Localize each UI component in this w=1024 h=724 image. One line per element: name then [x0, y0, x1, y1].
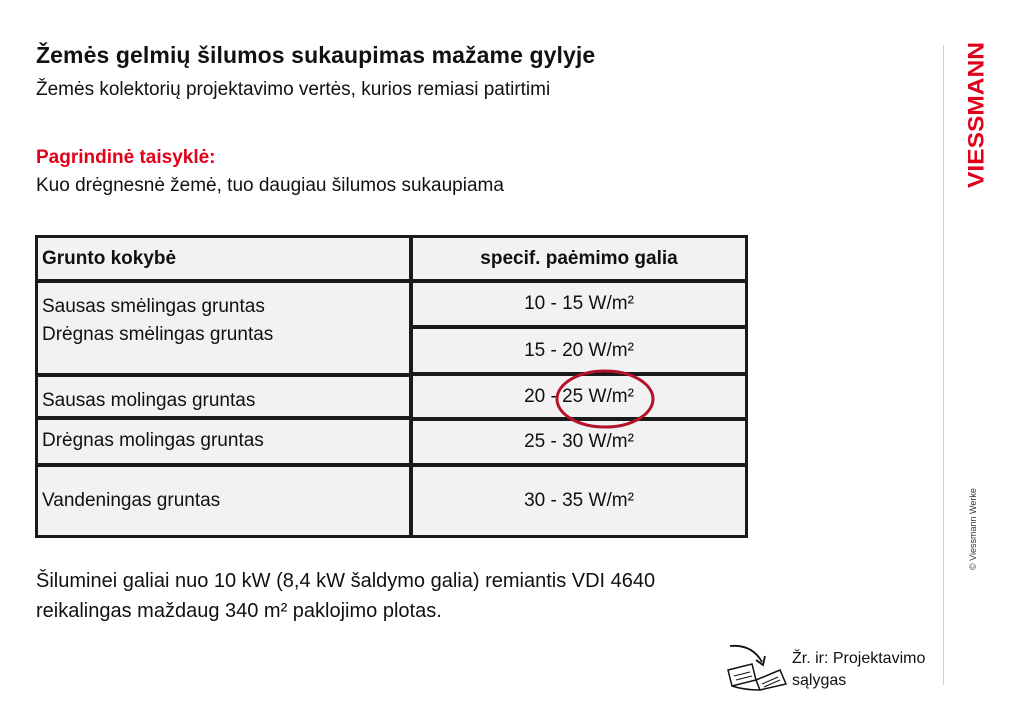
- soil-pair: [42, 296, 273, 346]
- see-also-line: Žr. ir: Projektavimo: [792, 650, 926, 667]
- see-also-reference[interactable]: [792, 648, 962, 692]
- power-value: 25 - 30 W/m²: [524, 431, 634, 452]
- highlight-circle: [553, 367, 657, 431]
- table-header-soil: [35, 235, 412, 282]
- power-value: 10 - 15 W/m²: [524, 293, 634, 314]
- table-cell-power: [410, 280, 748, 328]
- table-cell-soil: [35, 417, 412, 466]
- slide-subtitle: Žemės kolektorių projektavimo vertės, kurios remiasi patirtimi: [36, 79, 551, 100]
- vertical-divider: [943, 45, 944, 685]
- table-cell-soil: [35, 374, 412, 419]
- power-value: 20 - 25 W/m²: [524, 385, 634, 407]
- header-label: specif. paėmimo galia: [480, 247, 678, 269]
- note-line: Šiluminei galiai nuo 10 kW (8,4 kW šaldymo galia) remiantis VDI 4640: [36, 570, 656, 592]
- header-label: Grunto kokybė: [42, 247, 177, 269]
- see-also-line: sąlygas: [792, 672, 847, 689]
- rule-heading: Pagrindinė taisyklė:: [36, 147, 216, 168]
- book-arrow-icon: [722, 640, 790, 692]
- table-cell-soil: [35, 464, 412, 538]
- soil-type: Drėgnas molingas gruntas: [42, 430, 264, 451]
- copyright-text: © Viessmann Werke: [968, 488, 978, 570]
- soil-type: Sausas smėlingas gruntas: [42, 296, 265, 317]
- note-text: [36, 566, 655, 626]
- table-header-power: [410, 235, 748, 282]
- table-cell-power: [410, 464, 748, 538]
- soil-type: Vandeningas gruntas: [42, 490, 221, 511]
- power-value: 30 - 35 W/m²: [524, 490, 634, 511]
- rule-text: Kuo drėgnesnė žemė, tuo daugiau šilumos sukaupiama: [36, 175, 504, 196]
- note-line: reikalingas maždaug 340 m² paklojimo plotas.: [36, 600, 442, 622]
- power-value: 15 - 20 W/m²: [524, 339, 634, 361]
- soil-type: Sausas molingas gruntas: [42, 390, 256, 411]
- svg-text:VIESSMANN: VIESSMANN: [963, 57, 989, 188]
- slide-title: Žemės gelmių šilumos sukaupimas mažame gylyje: [36, 42, 596, 68]
- table-cell-soil: [35, 280, 412, 376]
- viessmann-logo: [956, 40, 996, 190]
- soil-type: Drėgnas smėlingas gruntas: [42, 324, 274, 345]
